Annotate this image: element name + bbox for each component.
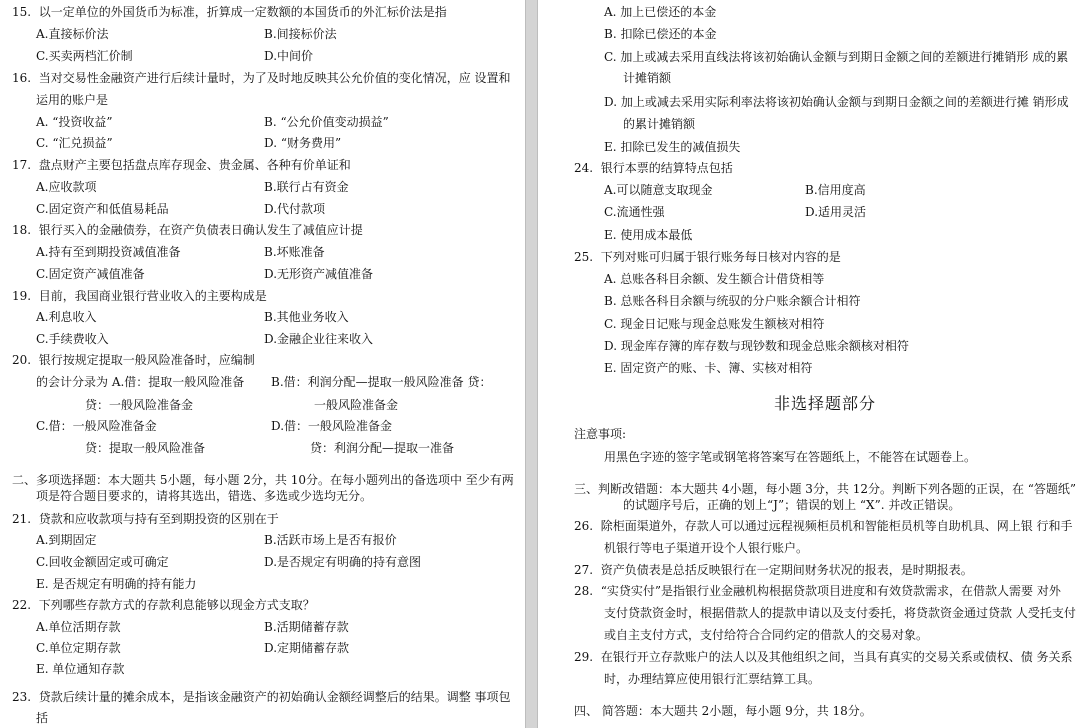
q23-option-b: B. 扣除已偿还的本金 xyxy=(604,27,717,41)
q18-option-c: C.固定资产减值准备 xyxy=(36,267,145,281)
q16-stem: 16. 当对交易性金融资产进行后续计量时，为了及时地反映其公允价值的变化情况，应 设置和 xyxy=(12,71,511,85)
q25-option-c: C. 现金日记账与现金总账发生额核对相符 xyxy=(604,317,825,331)
notice-title: 注意事项: xyxy=(574,427,627,441)
section-3-heading: 三、判断改错题：本大题共 4小题，每小题 3分，共 12分。判断下列各题的正误，在 “答题纸” xyxy=(574,482,1077,496)
q19-option-c: C.手续费收入 xyxy=(36,332,109,346)
q20-option-c: C.借：一般风险准备金 xyxy=(36,419,157,433)
q23-option-c-cont: 计摊销额 xyxy=(623,71,672,85)
q25-option-a: A. 总账各科目余额、发生额合计借贷相等 xyxy=(604,272,825,286)
q24-stem: 24. 银行本票的结算特点包括 xyxy=(574,161,733,175)
q18-stem: 18. 银行买入的金融债券，在资产负债表日确认发生了减值应计提 xyxy=(12,223,363,237)
q16-stem-cont: 运用的账户是 xyxy=(36,93,109,107)
q17-option-b: B.联行占有资金 xyxy=(264,180,349,194)
q21-option-d: D.是否规定有明确的持有意图 xyxy=(264,555,422,569)
q28-text-cont2: 或自主支付方式，支付给符合合同约定的借款人的交易对象。 xyxy=(604,628,929,642)
q18-option-d: D.无形资产减值准备 xyxy=(264,267,374,281)
q25-option-e: E. 固定资产的账、卡、簿、实核对相符 xyxy=(604,361,813,375)
q19-option-b: B.其他业务收入 xyxy=(264,310,349,324)
q29-text-cont: 时，办理结算应使用银行汇票结算工具。 xyxy=(604,672,821,686)
q21-option-e: E. 是否规定有明确的持有能力 xyxy=(36,577,197,591)
q20-stem: 20. 银行按规定提取一般风险准备时，应编制 xyxy=(12,353,255,367)
q20-option-c-credit: 贷：提取一般风险准备 xyxy=(85,441,206,455)
q22-stem: 22. 下列哪些存款方式的存款利息能够以现金方式支取？ xyxy=(12,598,315,612)
section-4-heading: 四、 简答题：本大题共 2小题，每小题 9分，共 18分。 xyxy=(574,704,872,718)
section-2-heading: 二、多项选择题：本大题共 5小题，每小题 2分，共 10分。在每小题列出的备选项中 至少有两 xyxy=(12,473,514,487)
q23-option-e: E. 扣除已发生的减值损失 xyxy=(604,140,741,154)
q27-text: 27. 资产负债表是总括反映银行在一定期间财务状况的报表，是时期报表。 xyxy=(574,563,973,577)
q23-option-a: A. 加上已偿还的本金 xyxy=(604,5,717,19)
q22-option-d: D.定期储蓄存款 xyxy=(264,641,350,655)
q23-option-c: C. 加上或减去采用直线法将该初始确认金额与到期日金额之间的差额进行摊销形 成的累 xyxy=(604,50,1069,64)
q21-option-c: C.回收金额固定或可确定 xyxy=(36,555,169,569)
right-page xyxy=(538,0,1078,728)
q21-option-b: B.活跃市场上是否有报价 xyxy=(264,533,397,547)
q20-option-b-credit: 一般风险准备金 xyxy=(314,398,399,412)
q23-stem-cont: 括 xyxy=(36,711,49,725)
q24-option-a: A.可以随意支取现金 xyxy=(604,183,713,197)
q23-option-d-cont: 的累计摊销额 xyxy=(623,117,696,131)
q23-stem: 23. 贷款后续计量的摊余成本，是指该金融资产的初始确认金额经调整后的结果。调整 事项包 xyxy=(12,690,511,704)
q16-option-c: C. “汇兑损益” xyxy=(36,136,113,150)
q19-option-a: A.利息收入 xyxy=(36,310,97,324)
q15-option-b: B.间接标价法 xyxy=(264,27,337,41)
q25-option-d: D. 现金库存簿的库存数与现钞数和现金总账余额核对相符 xyxy=(604,339,909,353)
q25-stem: 25. 下列对账可归属于银行账务每日核对内容的是 xyxy=(574,250,841,264)
q17-option-a: A.应收款项 xyxy=(36,180,97,194)
q25-option-b: B. 总账各科目余额与统驭的分户账余额合计相符 xyxy=(604,294,861,308)
q16-option-d: D. “财务费用” xyxy=(264,136,342,150)
q20-option-b: B.借：利润分配—提取一般风险准备 贷： xyxy=(271,375,492,389)
notice-body: 用黑色字迹的签字笔或钢笔将答案写在答题纸上，不能答在试题卷上。 xyxy=(604,450,977,464)
section-2-heading-cont: 项是符合题目要求的，请将其选出，错选、多选或少选均无分。 xyxy=(36,489,373,503)
q23-option-d: D. 加上或减去采用实际利率法将该初始确认金额与到期日金额之间的差额进行摊 销形成 xyxy=(604,95,1069,109)
q17-option-d: D.代付款项 xyxy=(264,202,326,216)
q17-option-c: C.固定资产和低值易耗品 xyxy=(36,202,169,216)
q20-option-a: 的会计分录为 A.借：提取一般风险准备 xyxy=(36,375,245,389)
q16-option-a: A. “投资收益” xyxy=(36,115,113,129)
q26-text: 26. 除柜面渠道外，存款人可以通过远程视频柜员机和智能柜员机等自助机具、网上银 行和手 xyxy=(574,519,1073,533)
q22-option-a: A.单位活期存款 xyxy=(36,620,121,634)
q20-option-d: D.借：一般风险准备金 xyxy=(271,419,393,433)
q24-option-e: E. 使用成本最低 xyxy=(604,228,693,242)
left-page xyxy=(0,0,525,728)
q29-text: 29. 在银行开立存款账户的法人以及其他组织之间，当具有真实的交易关系或债权、债 务关系 xyxy=(574,650,1073,664)
q26-text-cont: 机银行等电子渠道开设个人银行账户。 xyxy=(604,541,809,555)
q21-option-a: A.到期固定 xyxy=(36,533,97,547)
q17-stem: 17. 盘点财产主要包括盘点库存现金、贵金属、各种有价单证和 xyxy=(12,158,351,172)
q22-option-b: B.活期储蓄存款 xyxy=(264,620,349,634)
q22-option-c: C.单位定期存款 xyxy=(36,641,121,655)
q19-option-d: D.金融企业往来收入 xyxy=(264,332,374,346)
q28-text: 28. “实贷实付”是指银行业金融机构根据贷款项目进度和有效贷款需求，在借款人需要 对外 xyxy=(574,584,1061,598)
section-3-heading-cont: 的试题序号后，正确的划上“J”；错误的划上 “X”. 并改正错误。 xyxy=(623,498,961,512)
q15-option-a: A.直接标价法 xyxy=(36,27,109,41)
q15-option-c: C.买卖两档汇价制 xyxy=(36,49,133,63)
q18-option-b: B.坏账准备 xyxy=(264,245,325,259)
q21-stem: 21. 贷款和应收款项与持有至到期投资的区别在于 xyxy=(12,512,279,526)
q24-option-d: D.适用灵活 xyxy=(805,205,867,219)
q19-stem: 19. 目前，我国商业银行营业收入的主要构成是 xyxy=(12,289,267,303)
q20-option-a-credit: 贷：一般风险准备金 xyxy=(85,398,194,412)
non-choice-part-title: 非选择题部分 xyxy=(774,394,877,413)
q20-option-d-credit: 贷：利润分配—提取一准备 xyxy=(310,441,455,455)
q15-option-d: D.中间价 xyxy=(264,49,314,63)
q24-option-c: C.流通性强 xyxy=(604,205,665,219)
q28-text-cont1: 支付贷款资金时，根据借款人的提款申请以及支付委托，将贷款资金通过贷款 人受托支付 xyxy=(604,606,1076,620)
q22-option-e: E. 单位通知存款 xyxy=(36,662,125,676)
page-gutter xyxy=(525,0,538,728)
q15-stem: 15. 以一定单位的外国货币为标准，折算成一定数额的本国货币的外汇标价法是指 xyxy=(12,5,447,19)
q16-option-b: B. “公允价值变动损益” xyxy=(264,115,389,129)
q24-option-b: B.信用度高 xyxy=(805,183,866,197)
q18-option-a: A.持有至到期投资减值准备 xyxy=(36,245,181,259)
